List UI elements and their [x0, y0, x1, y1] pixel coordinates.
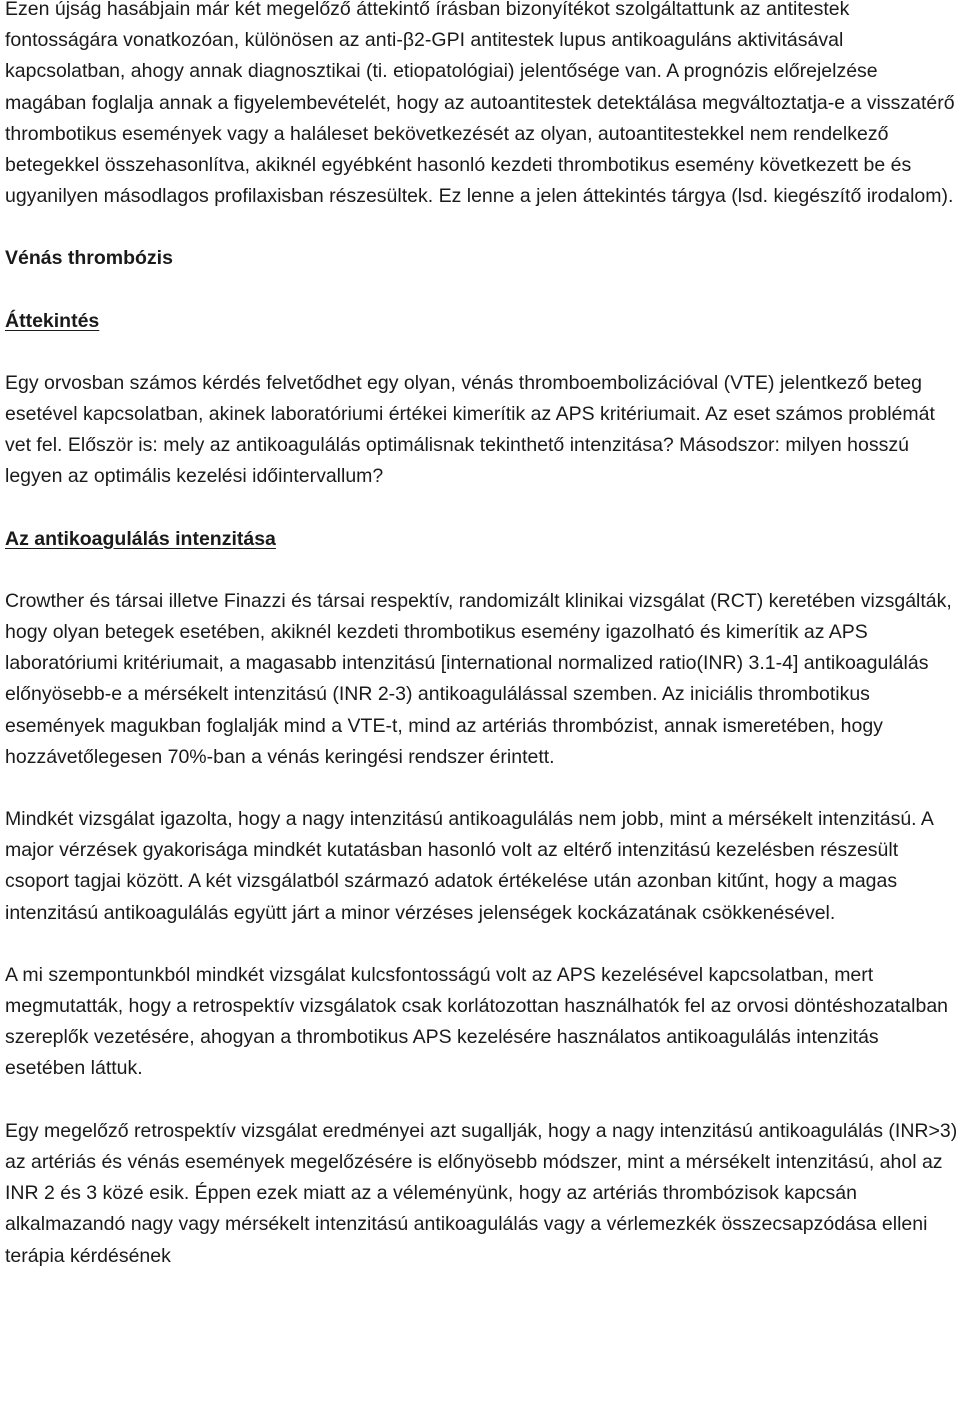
body-paragraph: Egy megelőző retrospektív vizsgálat eredményei azt sugallják, hogy a nagy intenzitású antikoagulálás (INR>3) az artériás és vénás események megelőzésére is előnyösebb módszer, mint a mérsékelt intenzitású, ahol az INR 2 és 3 közé esik. Éppen ezek miatt az a véleményünk, hogy az artériás thrombózisok kapcsán alkalmazandó nagy vagy mérsékelt intenzitású antikoagulálás vagy a vérlemezkék összecsapzódása elleni terápia kérdésének [5, 1119, 958, 1267]
intro-paragraph: Ezen újság hasábjain már két megelőző áttekintő írásban bizonyítékot szolgáltattunk az antitestek fontosságára vonatkozóan, különösen az anti-β2-GPI antitestek lupus antikoaguláns aktivitásával kapcsolatban, ahogy annak diagnosztikai (ti. etiopatológiai) jelentősége van. A prognózis előrejelzése magában foglalja annak a figyelembevételét, hogy az autoantitestek detektálása megváltoztatja-e a visszatérő thrombotikus események vagy a haláleset bekövetkezését az olyan, autoantitestekkel nem rendelkező betegekkel összehasonlítva, akiknél egyébként hasonló kezdeti thrombotikus esemény következett be és ugyanilyen másodlagos profilaxisban részesültek. Ez lenne a jelen áttekintés tárgya (lsd. kiegészítő irodalom). [5, 0, 955, 208]
subheading-anticoagulation-intensity: Az antikoagulálás intenzitása [5, 527, 276, 550]
body-paragraph: Mindkét vizsgálat igazolta, hogy a nagy intenzitású antikoagulálás nem jobb, mint a mérsékelt intenzitású. A major vérzések gyakorisága mindkét kutatásban hasonló volt az eltérő intenzitású kezelésben részesült csoport tagjai között. A két vizsgálatból származó adatok értékelése után azonban kitűnt, hogy a magas intenzitású antikoagulálás együtt járt a minor vérzéses jelenségek kockázatának csökkenésével. [5, 808, 933, 924]
section-heading-venous-thrombosis: Vénás thrombózis [5, 247, 173, 270]
overview-paragraph: Egy orvosban számos kérdés felvetődhet egy olyan, vénás thromboembolizációval (VTE) jelentkező beteg esetével kapcsolatban, akinek laboratóriumi értékei kimerítik az APS kritériumait. Az eset számos problémát vet fel. Először is: mely az antikoagulálás optimálisnak tekinthető intenzitása? Másodszor: milyen hosszú legyen az optimális kezelési időintervallum? [5, 371, 935, 488]
document-page [5, 0, 960, 1272]
body-paragraph: A mi szempontunkból mindkét vizsgálat kulcsfontosságú volt az APS kezelésével kapcsolatban, mert megmutatták, hogy a retrospektív vizsgálatok csak korlátozottan használhatók fel az orvosi döntéshozatalban szereplők vezetésére, ahogyan a thrombotikus APS kezelésére használatos antikoagulálás intenzitás esetében láttuk. [5, 963, 949, 1080]
subheading-overview: Áttekintés [5, 309, 100, 332]
body-paragraph: Crowther és társai illetve Finazzi és társai respektív, randomizált klinikai vizsgálat (RCT) keretében vizsgálták, hogy olyan betegek esetében, akiknél kezdeti thrombotikus esemény igazolható és kimerítik az APS laboratóriumi kritériumait, a magasabb intenzitású [international normalized ratio(INR) 3.1-4] antikoagulálás előnyösebb-e a mérsékelt intenzitású (INR 2-3) antikoagulálással szemben. Az iniciális thrombotikus események magukban foglalják mind a VTE-t, mind az artériás thrombózist, annak ismeretében, hogy hozzávetőlegesen 70%-ban a vénás keringési rendszer érintett. [5, 589, 952, 768]
